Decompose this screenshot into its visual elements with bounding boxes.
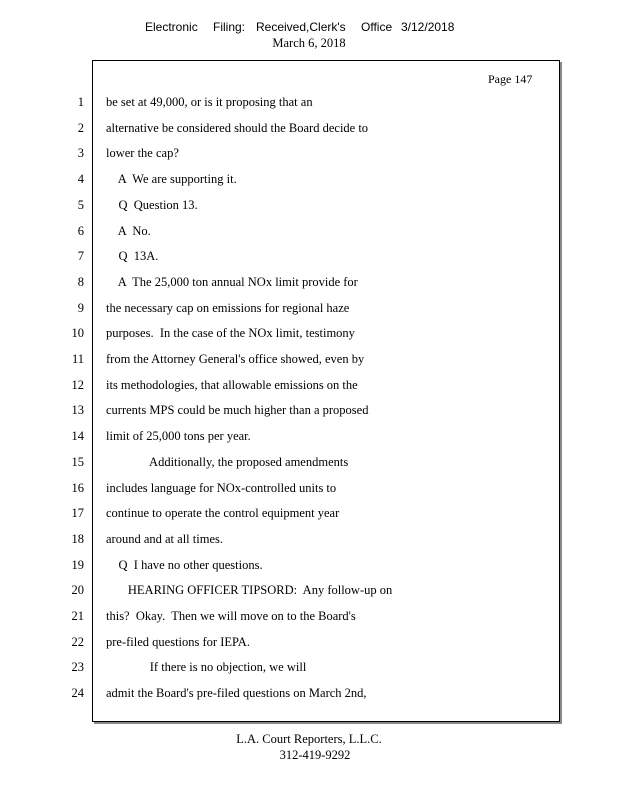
line-number: 19 <box>71 557 84 572</box>
filing-stamp-word-received: Received,Clerk's <box>256 20 346 34</box>
line-number: 17 <box>71 506 84 521</box>
line-text: admit the Board's pre-filed questions on March 2nd, <box>106 686 367 701</box>
line-number: 22 <box>71 634 84 649</box>
line-number: 9 <box>77 300 84 315</box>
line-number: 5 <box>77 197 84 212</box>
line-text: its methodologies, that allowable emissions on the <box>106 377 358 392</box>
line-text: continue to operate the control equipment year <box>106 506 340 521</box>
line-number: 11 <box>71 352 84 366</box>
filing-stamp-word-filing: Filing: <box>213 20 246 34</box>
line-text: Q 13A. <box>106 249 159 264</box>
line-text: around and at all times. <box>106 531 223 546</box>
line-number: 14 <box>71 429 84 444</box>
line-number: 13 <box>71 403 84 418</box>
filing-stamp-date: 3/12/2018 <box>401 20 455 34</box>
line-text: the necessary cap on emissions for regional haze <box>106 300 350 315</box>
filing-stamp-word-electronic: Electronic <box>145 20 198 34</box>
line-text: lower the cap? <box>106 146 179 161</box>
line-text: Q Question 13. <box>106 197 198 212</box>
line-number: 10 <box>71 326 84 341</box>
line-number: 3 <box>77 146 84 161</box>
line-number: 2 <box>77 120 84 135</box>
line-number: 15 <box>71 454 84 469</box>
line-number: 1 <box>77 95 84 109</box>
hearing-date: March 6, 2018 <box>272 36 346 50</box>
line-text: A We are supporting it. <box>106 172 237 187</box>
line-number: 24 <box>71 686 84 701</box>
line-text: limit of 25,000 tons per year. <box>106 429 251 444</box>
line-text: HEARING OFFICER TIPSORD: Any follow-up on <box>106 583 393 598</box>
line-text: be set at 49,000, or is it proposing that an <box>106 95 313 109</box>
line-number: 4 <box>77 172 84 187</box>
line-number: 23 <box>71 660 84 675</box>
line-number: 6 <box>77 223 84 238</box>
page-number: Page 147 <box>488 72 533 86</box>
line-text: alternative be considered should the Board decide to <box>106 120 369 135</box>
line-text: purposes. In the case of the NOx limit, testimony <box>106 326 355 341</box>
line-text: A The 25,000 ton annual NOx limit provide for <box>106 274 358 289</box>
line-number: 20 <box>71 583 84 598</box>
line-text: A No. <box>106 223 151 238</box>
line-text: currents MPS could be much higher than a proposed <box>106 403 369 418</box>
line-text: this? Okay. Then we will move on to the Board's <box>106 609 356 623</box>
line-number: 7 <box>77 249 84 264</box>
line-text: Q I have no other questions. <box>106 557 263 572</box>
court-reporter-name: L.A. Court Reporters, L.L.C. <box>236 732 382 746</box>
line-number: 21 <box>71 609 84 623</box>
line-text: If there is no objection, we will <box>106 660 307 675</box>
filing-stamp-word-office: Office <box>361 20 393 34</box>
line-text: pre-filed questions for IEPA. <box>106 634 250 649</box>
line-number: 8 <box>77 274 84 289</box>
line-text: from the Attorney General's office showed, even by <box>106 352 365 366</box>
court-reporter-phone: 312-419-9292 <box>279 748 351 762</box>
line-number: 18 <box>71 531 84 546</box>
line-number: 16 <box>71 480 84 495</box>
line-text: Additionally, the proposed amendments <box>106 454 349 469</box>
filing-stamp <box>0 20 618 36</box>
line-text: includes language for NOx-controlled units to <box>106 480 337 495</box>
line-number: 12 <box>71 377 84 392</box>
